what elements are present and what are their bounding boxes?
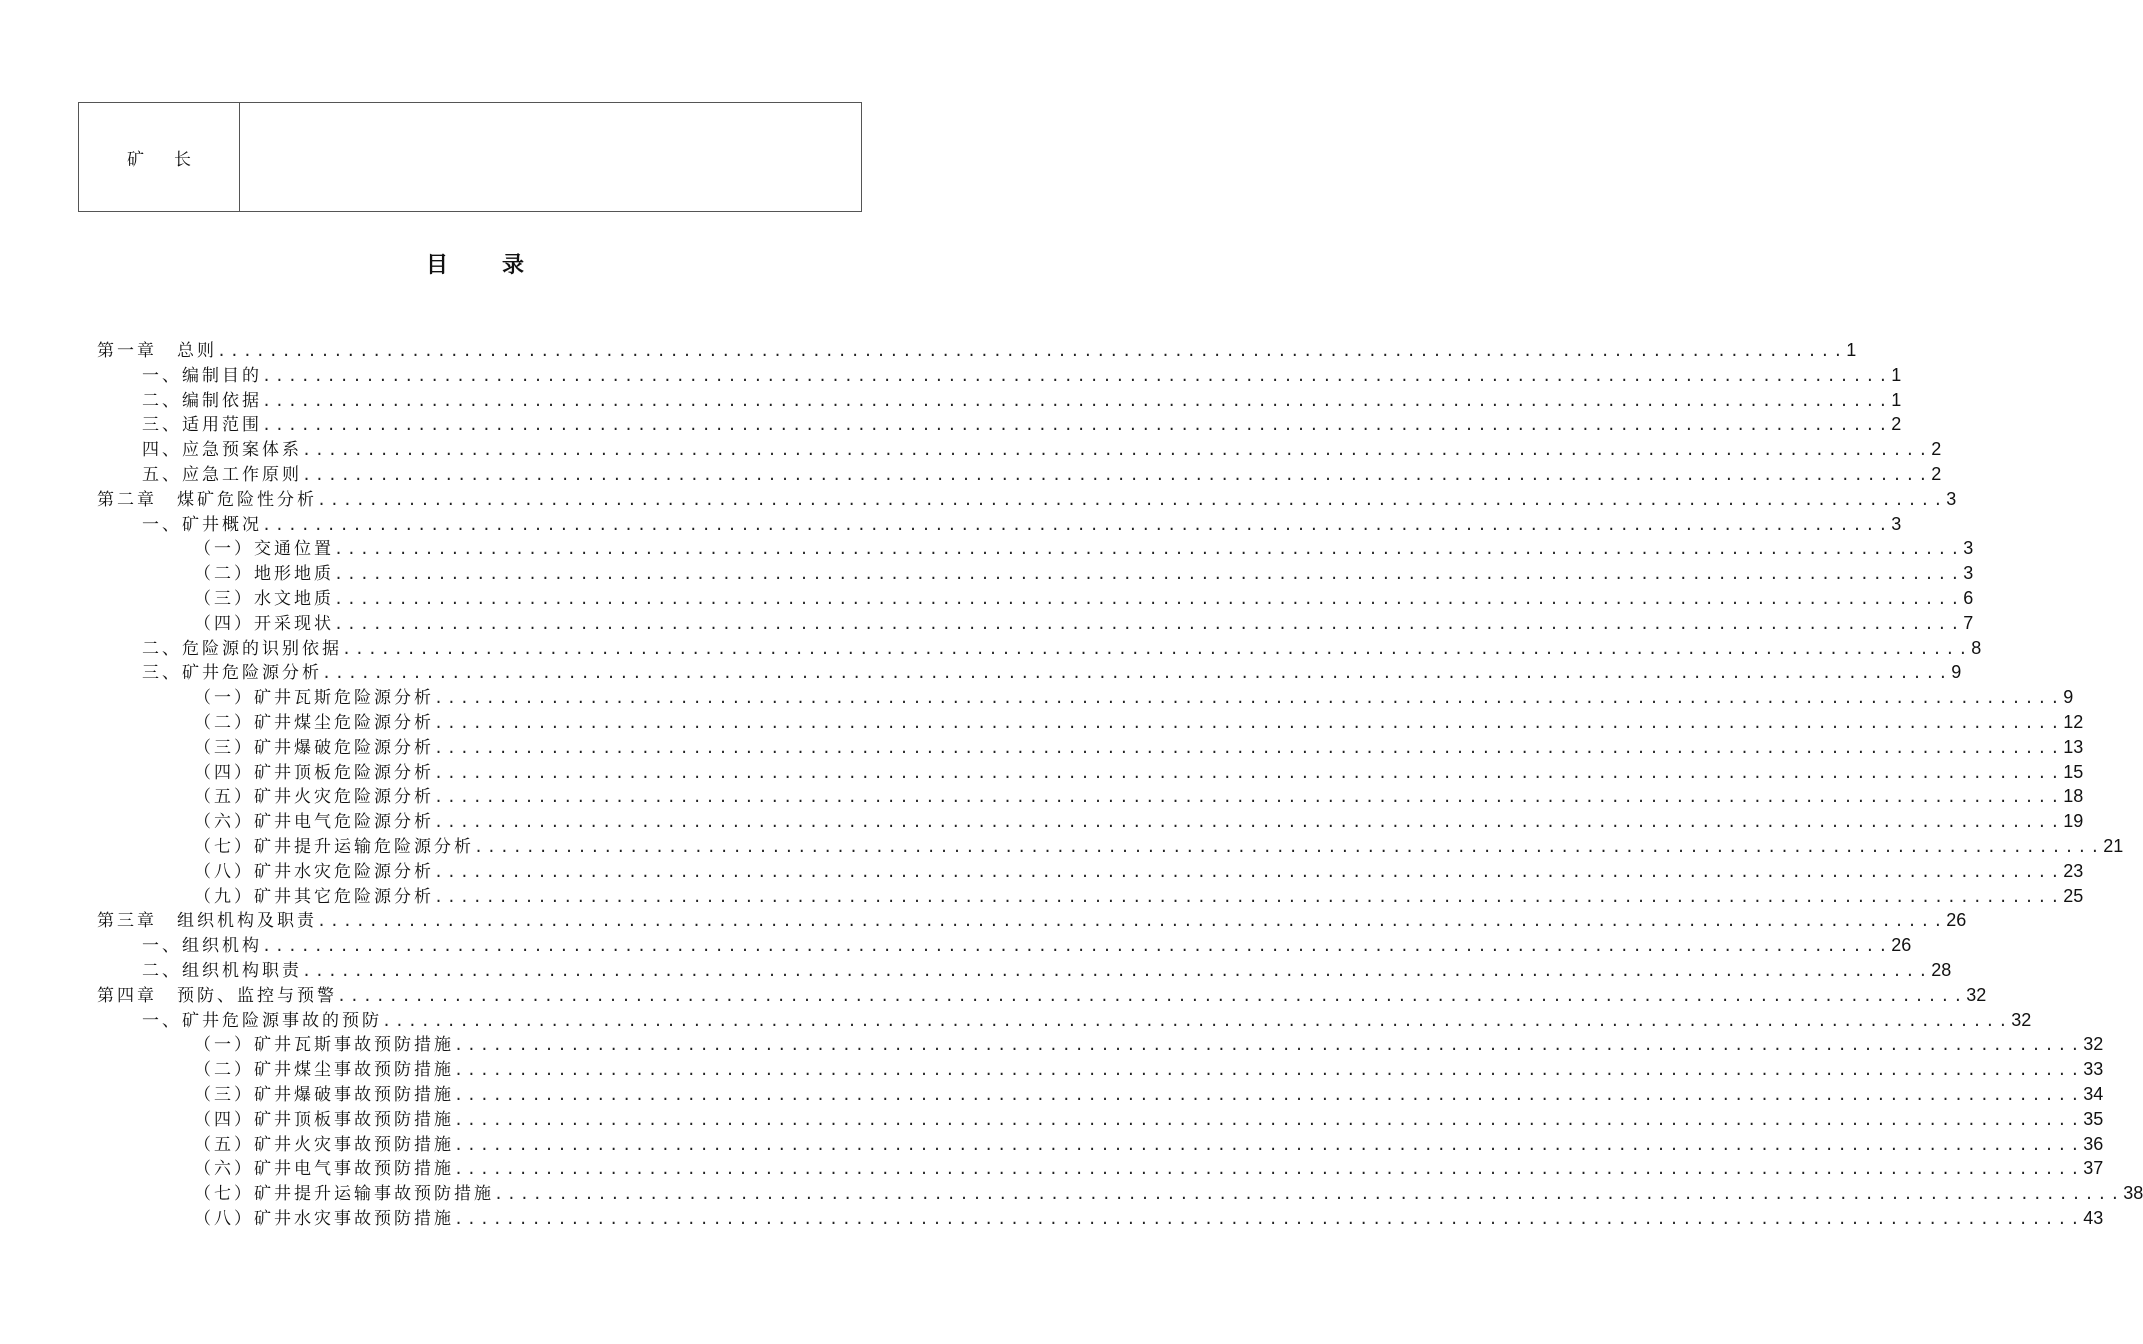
toc-entry-label: （七）矿井提升运输危险源分析 xyxy=(194,836,474,857)
toc-entry-page-number: 2 xyxy=(1931,439,1942,460)
toc-entry[interactable] xyxy=(97,958,1952,983)
toc-entry-label: 三、矿井危险源分析 xyxy=(142,663,322,684)
toc-dot-leader: .............................................................................................................................. xyxy=(434,689,2064,708)
toc-dot-leader: .............................................................................................................................. xyxy=(454,1061,2084,1080)
toc-entry[interactable] xyxy=(97,338,1857,363)
toc-entry-label: （一）矿井瓦斯事故预防措施 xyxy=(194,1035,454,1056)
toc-entry-label: （二）矿井煤尘事故预防措施 xyxy=(194,1060,454,1081)
toc-entry[interactable] xyxy=(97,1206,2104,1231)
toc-dot-leader: .............................................................................................................................. xyxy=(322,664,1952,683)
toc-entry-label: 第四章 预防、监控与预警 xyxy=(97,985,337,1006)
toc-entry-page-number: 1 xyxy=(1846,340,1857,360)
toc-dot-leader: .............................................................................................................................. xyxy=(454,1085,2084,1104)
toc-dot-leader: .............................................................................................................................. xyxy=(262,366,1892,385)
toc-entry-label: 二、编制依据 xyxy=(142,390,262,411)
toc-dot-leader: .............................................................................................................................. xyxy=(454,1209,2084,1228)
toc-entry-label: （一）交通位置 xyxy=(194,539,334,560)
toc-entry-page-number: 25 xyxy=(2063,885,2084,906)
toc-dot-leader: .............................................................................................................................. xyxy=(434,788,2064,807)
toc-entry[interactable] xyxy=(97,437,1942,462)
toc-entry-page-number: 3 xyxy=(1891,513,1902,534)
toc-entry-page-number: 3 xyxy=(1963,563,1974,584)
toc-entry-label: （三）矿井爆破事故预防措施 xyxy=(194,1084,454,1105)
toc-dot-leader: .............................................................................................................................. xyxy=(337,986,1967,1005)
toc-title: 目录 xyxy=(425,252,578,278)
toc-entry-label: 第三章 组织机构及职责 xyxy=(97,911,317,932)
toc-dot-leader: .............................................................................................................................. xyxy=(334,614,1964,633)
toc-entry-label: （三）水文地质 xyxy=(194,588,334,609)
toc-entry[interactable] xyxy=(97,512,1902,537)
toc-entry-page-number: 18 xyxy=(2063,786,2084,807)
toc-dot-leader: .............................................................................................................................. xyxy=(434,862,2064,881)
toc-entry-page-number: 28 xyxy=(1931,959,1952,980)
toc-dot-leader: .............................................................................................................................. xyxy=(334,565,1964,584)
toc-entry[interactable] xyxy=(97,660,1962,685)
toc-entry-page-number: 23 xyxy=(2063,860,2084,881)
toc-entry[interactable] xyxy=(97,561,1974,586)
toc-entry-page-number: 36 xyxy=(2083,1133,2104,1154)
toc-dot-leader: .............................................................................................................................. xyxy=(454,1110,2084,1129)
toc-dot-leader: .............................................................................................................................. xyxy=(317,912,1947,931)
toc-entry[interactable] xyxy=(97,933,1912,958)
toc-dot-leader: .............................................................................................................................. xyxy=(334,540,1964,559)
toc-dot-leader: .............................................................................................................................. xyxy=(302,441,1932,460)
toc-dot-leader: .............................................................................................................................. xyxy=(454,1036,2084,1055)
toc-entry[interactable] xyxy=(97,1107,2104,1132)
toc-entry-label: （三）矿井爆破危险源分析 xyxy=(194,737,434,758)
toc-entry-page-number: 1 xyxy=(1891,364,1902,385)
toc-entry[interactable] xyxy=(97,536,1974,561)
mine-director-label: 矿长 xyxy=(79,103,240,212)
toc-entry[interactable] xyxy=(97,363,1902,388)
toc-entry-label: （四）矿井顶板危险源分析 xyxy=(194,762,434,783)
toc-dot-leader: .............................................................................................................................. xyxy=(494,1185,2124,1204)
toc-entry-page-number: 9 xyxy=(1951,662,1962,683)
toc-entry-page-number: 32 xyxy=(2011,1009,2032,1030)
toc-entry[interactable] xyxy=(97,760,2084,785)
toc-entry-page-number: 43 xyxy=(2083,1207,2104,1228)
toc-entry-page-number: 1 xyxy=(1891,389,1902,410)
toc-entry-page-number: 26 xyxy=(1891,935,1912,956)
toc-entry-label: （九）矿井其它危险源分析 xyxy=(194,886,434,907)
toc-entry-label: （四）开采现状 xyxy=(194,613,334,634)
toc-entry[interactable] xyxy=(97,636,1982,661)
toc-entry-page-number: 34 xyxy=(2083,1083,2104,1104)
toc-entry-page-number: 3 xyxy=(1963,538,1974,559)
toc-entry[interactable] xyxy=(97,1082,2104,1107)
toc-entry-label: （六）矿井电气危险源分析 xyxy=(194,812,434,833)
toc-dot-leader: .............................................................................................................................. xyxy=(454,1160,2084,1179)
toc-entry-label: （二）矿井煤尘危险源分析 xyxy=(194,712,434,733)
toc-entry[interactable] xyxy=(97,685,2074,710)
toc-entry-label: 一、编制目的 xyxy=(142,365,262,386)
toc-entry-page-number: 32 xyxy=(2083,1034,2104,1055)
toc-entry[interactable] xyxy=(97,1156,2104,1181)
toc-entry-page-number: 35 xyxy=(2083,1108,2104,1129)
toc-entry[interactable] xyxy=(97,834,2124,859)
toc-entry-page-number: 3 xyxy=(1946,488,1957,509)
toc-entry[interactable] xyxy=(97,1008,2032,1033)
toc-dot-leader: .............................................................................................................................. xyxy=(334,589,1964,608)
toc-dot-leader: .............................................................................................................................. xyxy=(434,713,2064,732)
toc-entry-label: 三、适用范围 xyxy=(142,415,262,436)
toc-entry-label: 一、组织机构 xyxy=(142,936,262,957)
toc-entry-label: （四）矿井顶板事故预防措施 xyxy=(194,1109,454,1130)
toc-entry[interactable] xyxy=(97,1132,2104,1157)
toc-entry-page-number: 2 xyxy=(1931,463,1942,484)
toc-entry[interactable] xyxy=(97,412,1902,437)
toc-entry[interactable] xyxy=(97,1032,2104,1057)
toc-entry-page-number: 32 xyxy=(1966,984,1987,1005)
toc-entry-label: （二）地形地质 xyxy=(194,564,334,585)
toc-entry-page-number: 26 xyxy=(1946,910,1967,931)
toc-dot-leader: .............................................................................................................................. xyxy=(342,639,1972,658)
toc-dot-leader: .............................................................................................................................. xyxy=(434,887,2064,906)
toc-dot-leader: .............................................................................................................................. xyxy=(454,1135,2084,1154)
toc-dot-leader: .............................................................................................................................. xyxy=(474,837,2104,856)
toc-entry[interactable] xyxy=(97,884,2084,909)
toc-dot-leader: .............................................................................................................................. xyxy=(262,515,1892,534)
toc-entry[interactable] xyxy=(97,1181,2143,1206)
toc-entry-label: 二、危险源的识别依据 xyxy=(142,638,342,659)
toc-entry-label: （八）矿井水灾事故预防措施 xyxy=(194,1208,454,1229)
toc-entry-label: 一、矿井危险源事故的预防 xyxy=(142,1010,382,1031)
toc-entry[interactable] xyxy=(97,611,1974,636)
toc-dot-leader: .............................................................................................................................. xyxy=(382,1011,2012,1030)
toc-entry[interactable] xyxy=(97,983,1987,1008)
toc-entry-page-number: 6 xyxy=(1963,587,1974,608)
toc-entry-label: 一、矿井概况 xyxy=(142,514,262,535)
toc-dot-leader: .............................................................................................................................. xyxy=(434,813,2064,832)
toc-entry[interactable] xyxy=(97,710,2084,735)
toc-dot-leader: .............................................................................................................................. xyxy=(302,465,1932,484)
toc-entry[interactable] xyxy=(97,735,2084,760)
toc-entry-page-number: 37 xyxy=(2083,1158,2104,1179)
toc-dot-leader: .............................................................................................................................. xyxy=(434,738,2064,757)
toc-dot-leader: .............................................................................................................................. xyxy=(217,342,1847,360)
signature-table xyxy=(78,102,862,212)
toc-entry[interactable] xyxy=(97,784,2084,809)
toc-entry-label: （五）矿井火灾危险源分析 xyxy=(194,787,434,808)
toc-entry[interactable] xyxy=(97,388,1902,413)
toc-entry-page-number: 7 xyxy=(1963,612,1974,633)
toc-entry-label: 五、应急工作原则 xyxy=(142,464,302,485)
toc-entry-page-number: 38 xyxy=(2123,1183,2143,1204)
toc-entry-page-number: 2 xyxy=(1891,414,1902,435)
toc-entry-page-number: 8 xyxy=(1971,637,1982,658)
toc-entry[interactable] xyxy=(97,487,1957,512)
toc-entry[interactable] xyxy=(97,1057,2104,1082)
toc-entry-page-number: 9 xyxy=(2063,687,2074,708)
toc-entry-page-number: 33 xyxy=(2083,1059,2104,1080)
toc-entry[interactable] xyxy=(97,586,1974,611)
toc-entry-label: （八）矿井水灾危险源分析 xyxy=(194,861,434,882)
toc-entry[interactable] xyxy=(97,908,1967,933)
toc-entry[interactable] xyxy=(97,462,1942,487)
toc-dot-leader: .............................................................................................................................. xyxy=(434,763,2064,782)
toc-entry-page-number: 13 xyxy=(2063,736,2084,757)
toc-dot-leader: .............................................................................................................................. xyxy=(302,961,1932,980)
toc-entry-label: 第一章 总则 xyxy=(97,341,217,361)
toc-entry-label: （六）矿井电气事故预防措施 xyxy=(194,1159,454,1180)
toc-dot-leader: .............................................................................................................................. xyxy=(262,416,1892,435)
toc-entry-page-number: 15 xyxy=(2063,761,2084,782)
toc-entry-label: 四、应急预案体系 xyxy=(142,440,302,461)
toc-entry-page-number: 21 xyxy=(2103,835,2124,856)
toc-entry-label: （七）矿井提升运输事故预防措施 xyxy=(194,1184,494,1205)
mine-director-signature-cell xyxy=(240,103,862,212)
toc-entry[interactable] xyxy=(97,809,2084,834)
toc-entry[interactable] xyxy=(97,859,2084,884)
toc-entry-label: 第二章 煤矿危险性分析 xyxy=(97,489,317,510)
toc-entry-label: （五）矿井火灾事故预防措施 xyxy=(194,1134,454,1155)
toc-dot-leader: .............................................................................................................................. xyxy=(262,391,1892,410)
toc-entry-page-number: 19 xyxy=(2063,811,2084,832)
toc-entry-label: 二、组织机构职责 xyxy=(142,960,302,981)
toc-dot-leader: .............................................................................................................................. xyxy=(317,490,1947,509)
toc-dot-leader: .............................................................................................................................. xyxy=(262,937,1892,956)
toc-entry-page-number: 12 xyxy=(2063,711,2084,732)
table-of-contents xyxy=(97,338,2143,1231)
toc-entry-label: （一）矿井瓦斯危险源分析 xyxy=(194,688,434,709)
